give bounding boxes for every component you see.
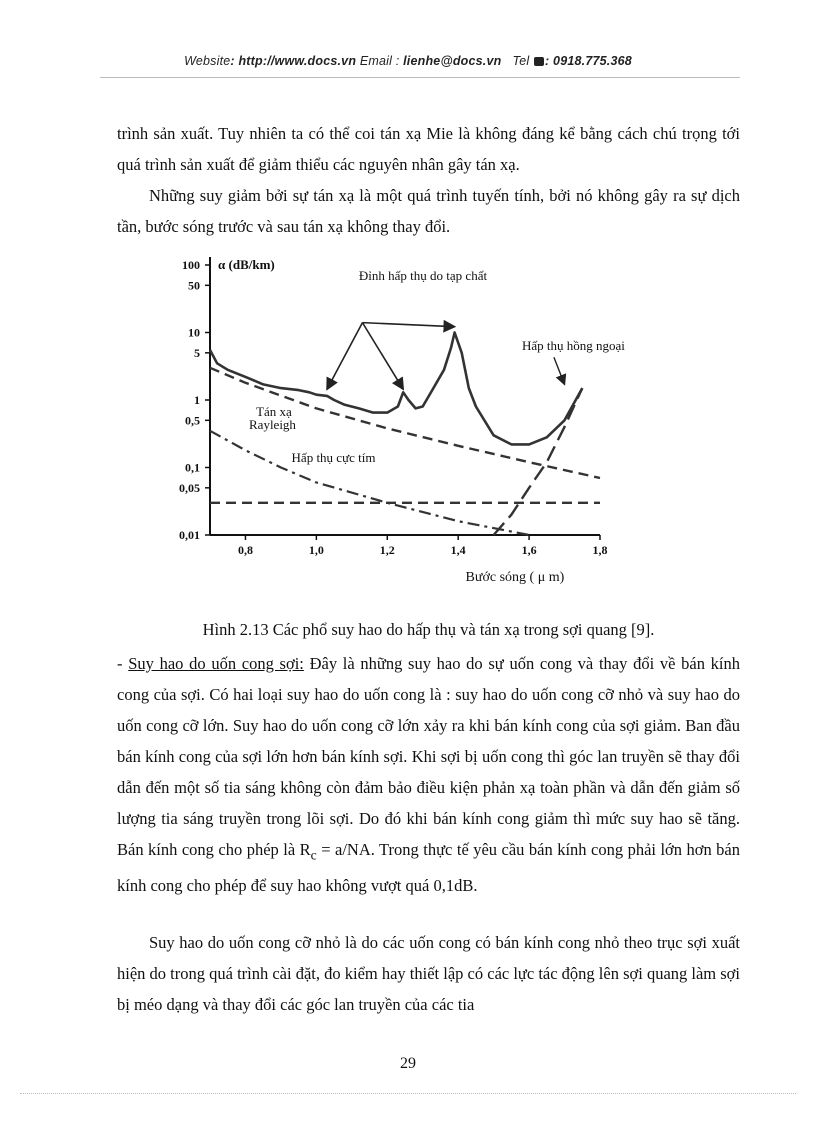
attenuation-figure — [160, 250, 660, 590]
y-tick-label: 5 — [194, 345, 200, 360]
x-tick-label: 1,2 — [379, 543, 395, 557]
annotation-arrow — [362, 323, 403, 390]
paragraph-3 — [117, 648, 740, 901]
bullet: - — [117, 654, 129, 673]
attenuation-chart — [160, 250, 660, 590]
y-axis-label: α (dB/km) — [218, 257, 275, 272]
y-tick-label: 1 — [194, 393, 200, 407]
header-divider — [100, 77, 740, 78]
y-tick-label: 0,01 — [179, 528, 200, 542]
email-label: Email : — [356, 54, 404, 68]
figure-caption: Hình 2.13 Các phổ suy hao do hấp thụ và tán xạ trong sợi quang [9]. — [202, 620, 655, 639]
paragraph-3-tail: = a/NA. Trong thực tế yêu cầu bán kính cong phải lớn hơn bán kính cong cho phép để suy hao không vượt quá 0,1dB. — [117, 840, 741, 896]
x-axis-label: Bước sóng ( μ m) — [465, 570, 565, 585]
y-tick-label: 0,05 — [179, 480, 200, 495]
email-value[interactable]: lienhe@docs.vn — [403, 54, 502, 68]
footer-divider — [20, 1093, 796, 1094]
x-tick-label: 1,6 — [521, 543, 537, 557]
annotation-arrow — [327, 323, 362, 390]
y-tick-label: 10 — [188, 325, 200, 340]
y-tick-label: 100 — [182, 258, 200, 272]
x-tick-label: 1,0 — [308, 543, 324, 557]
annotation-impurity-peaks: Đỉnh hấp thụ do tạp chất — [358, 267, 488, 283]
page-number: 29 — [400, 1055, 416, 1072]
subscript-c: c — [310, 847, 317, 863]
annotation-rayleigh-1: Tán xạ — [256, 403, 292, 419]
x-tick-label: 1,8 — [592, 543, 608, 557]
annotation-rayleigh-2: Rayleigh — [249, 417, 296, 433]
x-tick-label: 1,4 — [450, 543, 466, 557]
y-tick-label: 0,5 — [185, 413, 200, 428]
annotation-ultraviolet: Hấp thụ cực tím — [291, 450, 376, 466]
tel-value: : 0918.775.368 — [545, 54, 632, 68]
section-title: Suy hao do uốn cong sợi: — [128, 654, 304, 673]
tel-label: Tel — [512, 54, 534, 68]
website-url[interactable]: : http://www.docs.vn — [230, 54, 357, 68]
series-hap-thu-cuc-tim — [210, 431, 529, 535]
y-tick-label: 0,1 — [185, 460, 200, 475]
page-header — [0, 54, 816, 68]
x-tick-label: 0,8 — [237, 543, 253, 557]
phone-icon — [534, 57, 544, 66]
paragraph-2: Những suy giảm bởi sự tán xạ là một quá trình tuyến tính, bởi nó không gây ra sự dịch tần, bước sóng trước và sau tán xạ không thay đổi. — [117, 186, 740, 236]
annotation-arrow — [362, 323, 454, 327]
paragraph-4: Suy hao do uốn cong cỡ nhỏ là do các uốn cong có bán kính cong nhỏ theo trục sợi xuất hiện do trong quá trình cài đặt, đo kiểm hay thiết lập có các lực tác động lên sợi quang làm sợi bị méo dạng và thay đổi các góc lan truyền của các tia — [117, 933, 740, 1014]
website-label: Website — [184, 54, 231, 68]
paragraph-3-body: Đây là những suy hao do sự uốn cong và thay đổi về bán kính cong của sợi. Có hai loại suy hao do uốn cong là : suy hao do uốn cong cỡ nhỏ và suy hao do uốn cong cỡ lớn. Suy hao do uốn cong cỡ lớn xảy ra khi bán kính cong của sợi giảm. Ban đầu bán kính cong của sợi lớn hơn bán kính sợi. Khi sợi bị uốn cong thì góc lan truyền sẽ thay đổi dẫn đến một số tia sáng không còn đảm bảo điều kiện phản xạ toàn phần và dẫn đến giảm số lượng tia sáng truyền trong lõi sợi. Do đó khi bán kính cong giảm thì mức suy hao sẽ tăng. Bán kính cong cho phép là R — [117, 654, 741, 859]
annotation-arrow — [554, 357, 565, 384]
annotation-infrared: Hấp thụ hồng ngoại — [522, 338, 625, 354]
y-tick-label: 50 — [188, 278, 200, 293]
paragraph-1: trình sản xuất. Tuy nhiên ta có thể coi tán xạ Mie là không đáng kể bằng cách chú trọng tới quá trình sản xuất để giảm thiểu các nguyên nhân gây tán xạ. — [117, 124, 740, 174]
